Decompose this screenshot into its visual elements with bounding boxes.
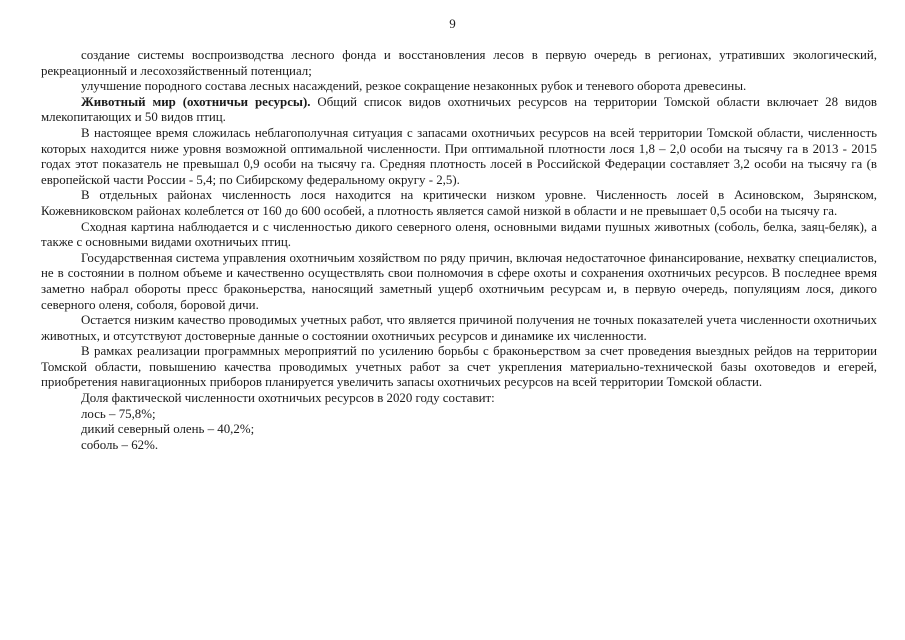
list-item-sable: соболь – 62%. — [81, 437, 159, 452]
wildlife-intro-text: Общий список видов охотничьих ресурсов на территории Томской области включает 28 видов млекопитающих и 50 видов птиц. — [41, 94, 877, 125]
document-body — [41, 48, 877, 453]
paragraph-accounting-quality: Остается низким качество проводимых учетных работ, что является причиной получения не точных показателей учета численности охотничьих животных, и отсутствуют достоверные данные о состоянии охотничьих ресурсов и динамике их численности. — [41, 313, 877, 343]
paragraph-program-measures: В рамках реализации программных мероприятий по усилению борьбы с браконьерством за счет проведения выездных рейдов на территории Томской области, повышению качества проводимых учетных работ за счет укрепления материально-технической базы охотоведов и егерей, приобретения навигационных приборов планируется увеличить запасы охотничьих ресурсов на всей территории Томской области. — [41, 344, 877, 390]
paragraph-forest-reproduction: создание системы воспроизводства лесного фонда и восстановления лесов в первую очередь в регионах, утративших экологический, рекреационный и лесохозяйственный потенциал; — [41, 48, 877, 78]
section-heading-wildlife: Животный мир (охотничьи ресурсы). — [81, 94, 311, 109]
paragraph-reindeer-fur: Сходная картина наблюдается и с численностью дикого северного оленя, основными видами пушных животных (соболь, белка, заяц-беляк), а также с основными видами охотничьих птиц. — [41, 219, 877, 250]
paragraph-moose-districts: В отдельных районах численность лося находится на критически низком уровне. Численность лосей в Асиновском, Зырянском, Кожевниковском районах колеблется от 160 до 600 особей, а плотность является самой низкой в области и не превышает 0,5 особи на тысячу га. — [41, 188, 877, 218]
list-item-reindeer: дикий северный олень – 40,2%; — [81, 422, 255, 437]
paragraph-wildlife-intro — [41, 95, 877, 126]
paragraph-management-system: Государственная система управления охотничьим хозяйством по ряду причин, включая недостаточное финансирование, нехватку специалистов, не в состоянии в полном объеме и качественно осуществлять свои полномочия в сфере охоты и сохранения охотничьих ресурсов. В последнее время заметно набрал обороты пресс браконьерства, наносящий заметный ущерб охотничьим ресурсам и, в первую очередь, популяциям лося, дикого северного оленя, соболя, боровой дичи. — [41, 250, 877, 312]
paragraph-current-situation: В настоящее время сложилась неблагополучная ситуация с запасами охотничьих ресурсов на всей территории Томской области, численность которых находится ниже уровня возможной оптимальной численности. При оптимальной плотности лося 1,8 – 2,0 особи на тысячу га в 2013 - 2015 годах этот показатель не превышал 0,9 особи на тысячу га. Средняя плотность лосей в Российской Федерации составляет 3,2 особи на тысячу га (в европейской части России - 5,4; по Сибирскому федеральному округу - 2,5). — [41, 125, 877, 187]
paragraph-share-2020: Доля фактической численности охотничьих ресурсов в 2020 году составит: — [81, 391, 495, 406]
list-item-moose: лось – 75,8%; — [81, 406, 156, 421]
page-number: 9 — [449, 16, 456, 31]
paragraph-forest-composition: улучшение породного состава лесных насаждений, резкое сокращение незаконных рубок и теневого оборота древесины. — [81, 79, 747, 94]
